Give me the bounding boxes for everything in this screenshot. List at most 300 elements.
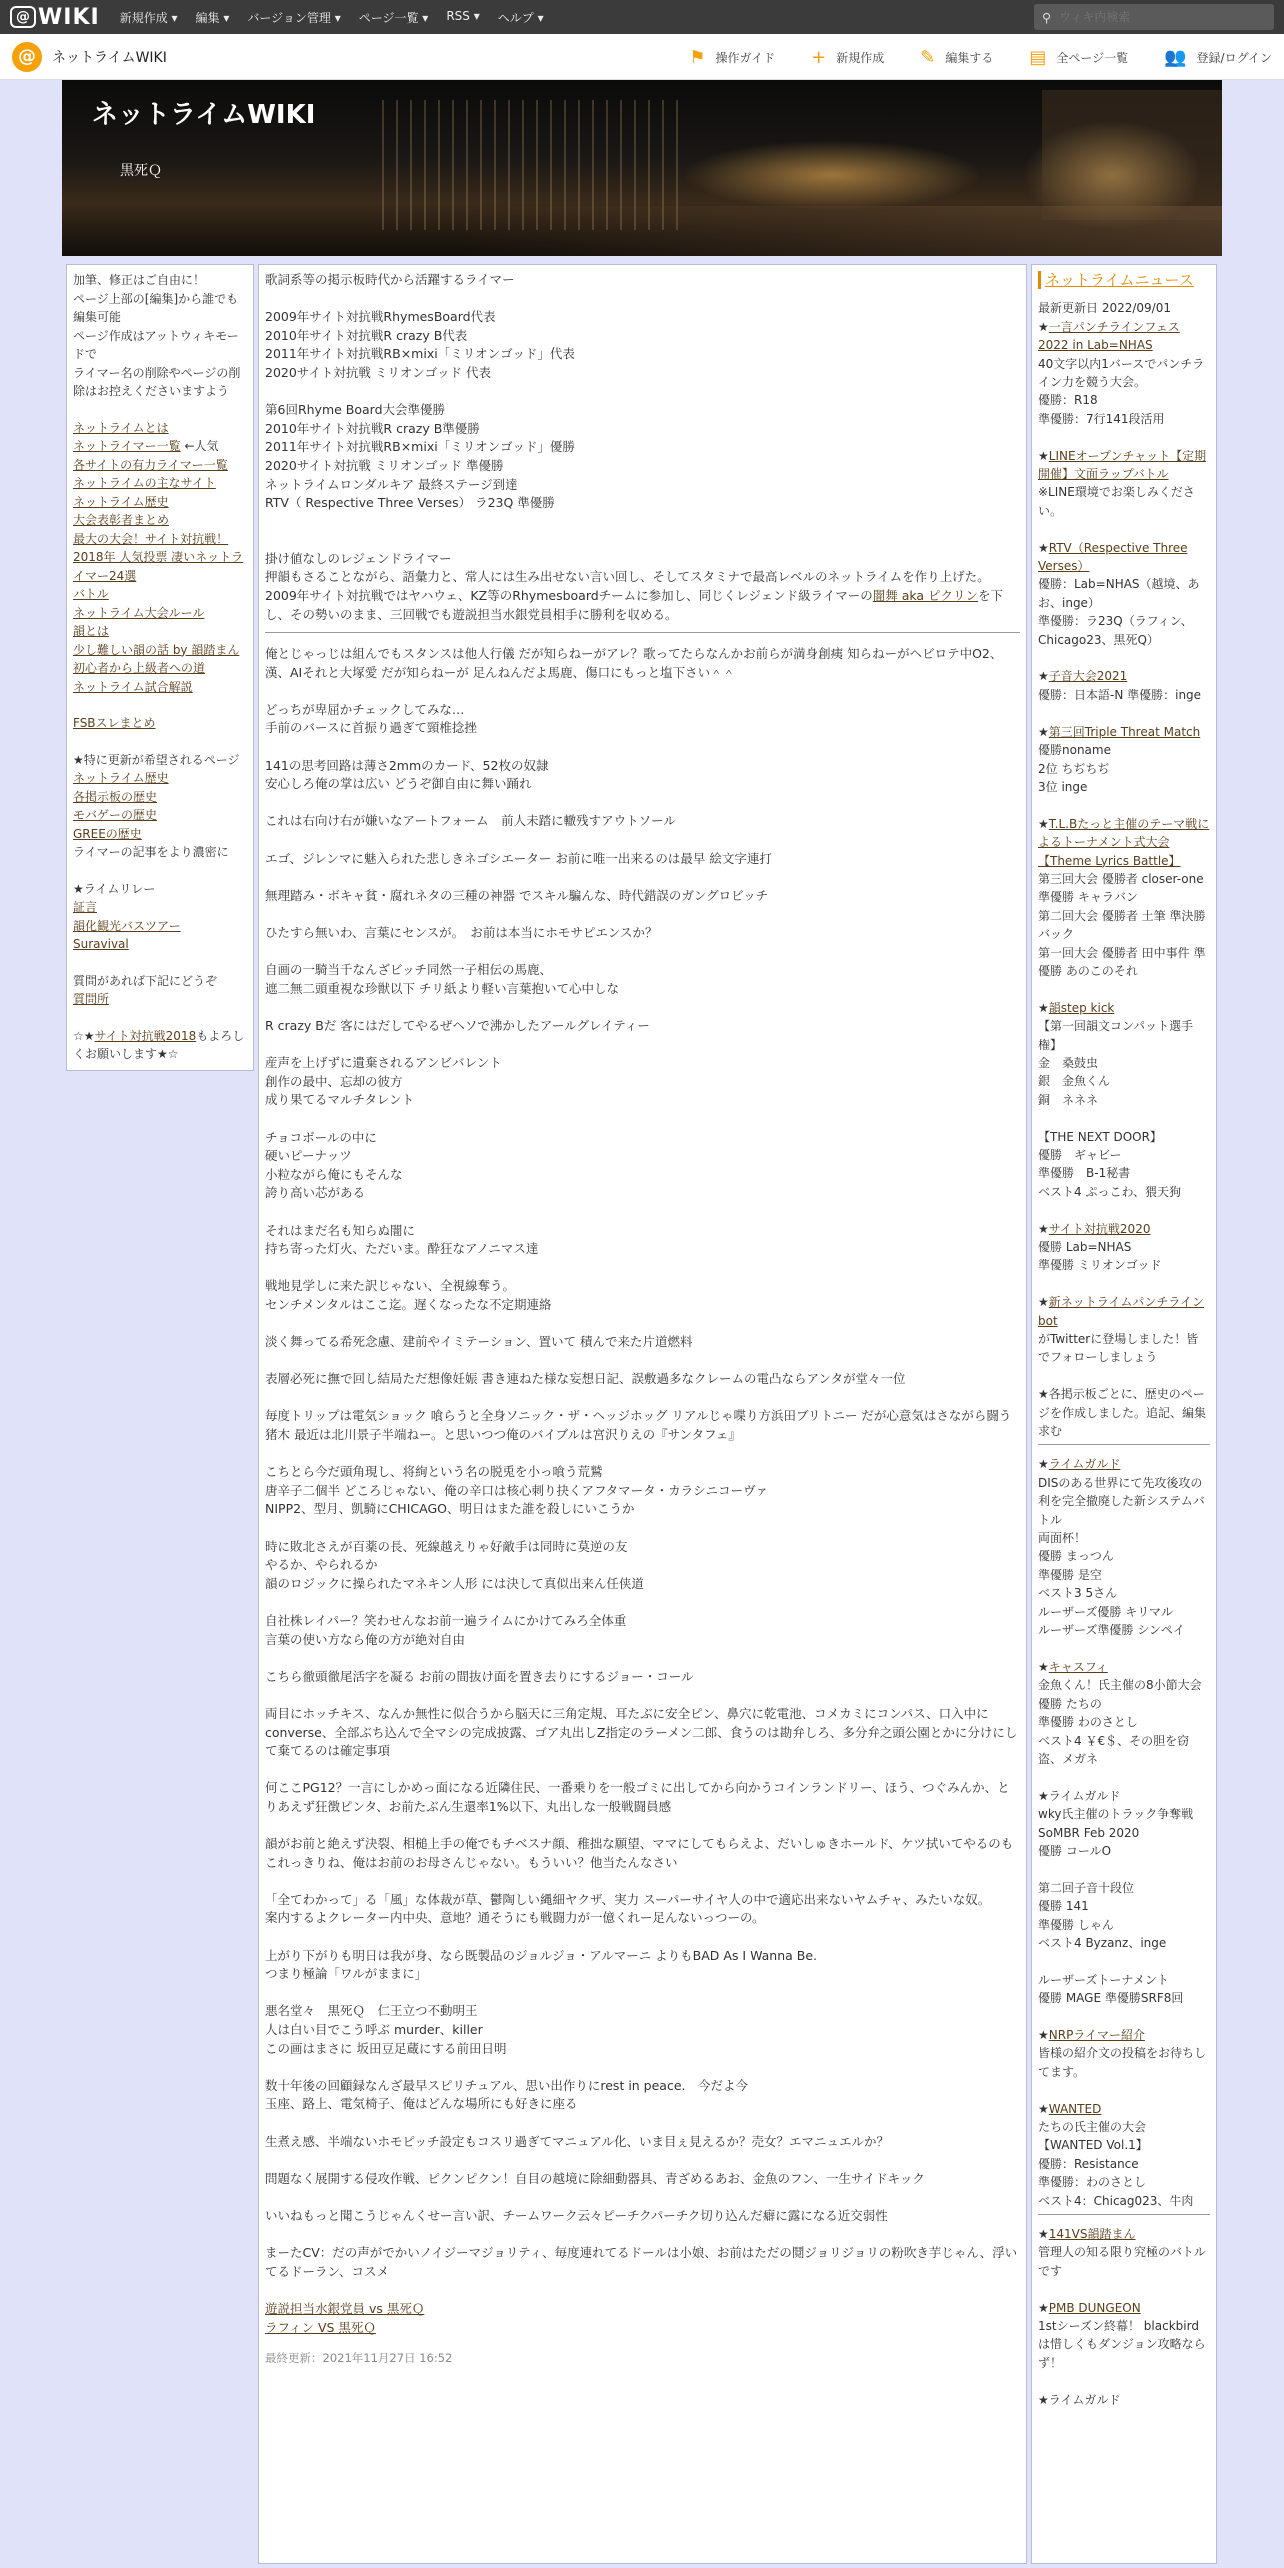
sidebar-link-row bbox=[73, 456, 247, 475]
news-text: ベスト3 5さん bbox=[1038, 1586, 1118, 1601]
spacer bbox=[265, 2058, 1020, 2077]
news-text: ベスト4 ぷっこわ、猥天狗 bbox=[1038, 1184, 1181, 1199]
news-text: ★ライムガルド bbox=[1038, 2392, 1121, 2407]
verse-line: 誇り高い芯がある bbox=[265, 1185, 366, 1201]
sidebar-link-row bbox=[73, 604, 247, 623]
sidebar-link-row bbox=[73, 659, 247, 678]
sidebar-link[interactable]: 初心者から上級者への道 bbox=[73, 661, 206, 675]
news-text: 優勝：R18 bbox=[1038, 393, 1098, 408]
sidebar-link[interactable]: ネットライム大会ルール bbox=[73, 605, 205, 620]
verse-line: 硬いピーナッツ bbox=[265, 1148, 352, 1164]
spacer bbox=[265, 1928, 1020, 1947]
nav-label[interactable]: 全ページ一覧 bbox=[1056, 50, 1129, 65]
news-text: 優勝noname bbox=[1038, 743, 1111, 758]
page-icon: ▤ bbox=[1029, 46, 1047, 68]
news-text: 3位 inge bbox=[1038, 779, 1088, 794]
news-text: 準優勝 ミリオンゴッド bbox=[1038, 1258, 1162, 1273]
spacer bbox=[265, 2114, 1020, 2133]
verse-line: まーたCV：だの声がでかいノイジーマジョリティ、毎度連れてるドールは小娘、お前はただの鬩ジョリジョリの粉吹き芋じゃん、浮いてるドーラン、コスメ bbox=[265, 2245, 1018, 2279]
verse-line: 時に敗北さえが百薬の長、死線越えりゃ好敵手は同時に莫逆の友 bbox=[265, 1538, 628, 1554]
verse-line: これは右向け右が嫌いなアートフォーム 前人未踏に轍残すアウトソール bbox=[265, 813, 676, 829]
bio-line: 掛け値なしのレジェンドライマー bbox=[265, 550, 452, 566]
left-sidebar bbox=[66, 264, 254, 1071]
spacer bbox=[1038, 1109, 1210, 1127]
divider bbox=[265, 632, 1020, 633]
verse-line: 玉座、路上、電気椅子、俺はどんな場所にも好きに座る bbox=[265, 2096, 578, 2112]
news-text: 準優勝：わのさとし bbox=[1038, 2175, 1147, 2190]
spacer bbox=[265, 1593, 1020, 1612]
nav-page[interactable] bbox=[1029, 47, 1128, 68]
nav-plus[interactable] bbox=[811, 47, 884, 68]
news-title bbox=[1038, 999, 1210, 1017]
news-text: 【第一回韻文コンパット選手権】 bbox=[1038, 1019, 1194, 1052]
news-star: ★ bbox=[1038, 816, 1049, 831]
battle-link[interactable]: ラフィン VS 黒死Ｑ bbox=[265, 2319, 376, 2335]
news-text: 優勝：Resistance bbox=[1038, 2156, 1139, 2171]
search-icon: ⚲ bbox=[1042, 9, 1052, 25]
news-text: 金 桑鼓虫 bbox=[1038, 1055, 1099, 1070]
sidebar-link[interactable]: ネットライムとは bbox=[73, 420, 169, 435]
sidebar-link[interactable]: モバゲーの歴史 bbox=[73, 808, 158, 822]
spacer bbox=[1038, 520, 1210, 538]
verse-line: 悪名堂々 黒死Ｑ 仁王立つ不動明王 bbox=[265, 2003, 478, 2019]
search-input[interactable] bbox=[1057, 9, 1257, 25]
spacer bbox=[1038, 796, 1210, 814]
news-header-label[interactable]: ネットライムニュース bbox=[1045, 271, 1194, 289]
news-link[interactable]: RTV（Respective Three Verses） bbox=[1038, 540, 1188, 574]
news-link[interactable]: NRPライマー紹介 bbox=[1048, 2027, 1145, 2042]
banner-road bbox=[462, 206, 1222, 256]
spacer bbox=[1038, 2008, 1210, 2026]
banner-subtitle: 黒死Ｑ bbox=[120, 163, 162, 179]
sidebar-link[interactable]: ネットライムの主なサイト bbox=[73, 476, 216, 490]
verse-line: どっちが卑屈かチェックしてみな… bbox=[265, 701, 465, 717]
site-header bbox=[0, 34, 1284, 80]
top-menu-item[interactable]: RSS ▾ bbox=[446, 8, 480, 23]
spacer bbox=[265, 682, 1020, 701]
sidebar-link[interactable]: バトル bbox=[73, 587, 109, 601]
news-text: 金魚くん！氏主催の8小節大会 bbox=[1038, 1678, 1202, 1693]
spacer bbox=[265, 1817, 1020, 1836]
news-link[interactable]: サイト対抗戦2020 bbox=[1048, 1221, 1151, 1236]
top-menu-item[interactable]: ヘルプ ▾ bbox=[497, 10, 544, 25]
verse-line: 自社株レイパー？笑わせんなお前一遍ライムにかけてみろ全体重 bbox=[265, 1612, 627, 1628]
verse-line: センチメンタルはここ迄。遅くなったな不定期連絡 bbox=[265, 1296, 552, 1312]
divider bbox=[1038, 1444, 1210, 1445]
spacer bbox=[265, 998, 1020, 1017]
spacer bbox=[73, 954, 247, 972]
top-menu-item[interactable]: 新規作成 ▾ bbox=[119, 10, 178, 25]
sidebar-link[interactable]: ネットライム歴史 bbox=[73, 771, 169, 785]
profile-line: 2010年サイト対抗戦R crazy B代表 bbox=[265, 327, 468, 343]
verse-line: エゴ、ジレンマに魅入られた悲しきネゴシエーター お前に唯一出来るのは最早 絵文字連打 bbox=[265, 850, 772, 866]
verse-line: 唐辛子二個半 どころじゃない、俺の辛口は核心刺り抉くアフタマータ・カラシニコーヴァ bbox=[265, 1482, 768, 1498]
news-text: 40文字以内1バースでパンチライン力を競う大会。 bbox=[1038, 356, 1205, 390]
sidebar-link[interactable]: 韻とは bbox=[73, 624, 110, 638]
profile-line: 2020サイト対抗戦 ミリオンゴッド 代表 bbox=[265, 364, 492, 380]
spacer bbox=[265, 868, 1020, 887]
nav-flag[interactable] bbox=[689, 47, 775, 68]
sidebar-link[interactable]: 証言 bbox=[73, 900, 98, 914]
sidebar-link[interactable]: Suravival bbox=[73, 937, 129, 951]
banner-title: ネットライムWIKI bbox=[92, 100, 316, 130]
sidebar-link-row bbox=[73, 678, 247, 697]
news-star: ★ bbox=[1038, 1295, 1049, 1310]
news-star: ★ bbox=[1038, 1000, 1049, 1015]
sidebar-link[interactable]: 大会表彰者まとめ bbox=[73, 513, 170, 527]
spacer bbox=[1038, 1952, 1210, 1970]
news-title bbox=[1038, 318, 1210, 355]
sidebar-link-row bbox=[73, 641, 247, 660]
verse-line: 両目にホッチキス、なんか無性に似合うから脳天に三角定規、耳たぶに安全ピン、鼻穴に乾電池、コメカミにコンパス、口入中にconverse、全部ぶち込んで全マシの完成披露、ゴア丸出しZ指定のラーメン二郎、食うのは勘弁しろ、多分弁之頭公園とかに分けにして棄てるのは確定事項 bbox=[265, 1705, 1018, 1759]
news-text: 優勝 141 bbox=[1038, 1899, 1089, 1914]
verse-line: NIPP2、型月、凱騎にCHICAGO、明日はまた誰を殺しにいこうか bbox=[265, 1501, 635, 1517]
spacer bbox=[265, 1761, 1020, 1780]
bio-text: を下し、その勢いのまま、三回戦でも遊説担当水銀党員相手に勝利を収める。 bbox=[265, 587, 1004, 622]
verse-line: こちら徹頭徹尾活字を凝る お前の間抜け面を置き去りにするジョー・コール bbox=[265, 1668, 694, 1684]
news-updated: 最新更新日 2022/09/01 bbox=[1038, 301, 1171, 316]
spacer bbox=[73, 733, 247, 751]
spacer bbox=[265, 1203, 1020, 1222]
sidebar-text: ページ上部の[編集]から誰でも編集可能 bbox=[73, 291, 239, 324]
news-text: 銅 ネネネ bbox=[1038, 1092, 1099, 1107]
news-title bbox=[1038, 2100, 1210, 2118]
news-text: 優勝 ギャビー bbox=[1038, 1147, 1122, 1162]
news-text: 銀 金魚くん bbox=[1038, 1074, 1111, 1089]
right-sidebar bbox=[1031, 264, 1217, 2564]
spacer bbox=[1038, 649, 1210, 667]
sidebar-text: ページ作成はアットウィキモードで bbox=[73, 328, 239, 361]
news-text: 準優勝 是空 bbox=[1038, 1567, 1102, 1582]
verse-line: 遮二無二頭重視な珍獣以下 チリ紙より軽い言葉抱いて心中しな bbox=[265, 980, 619, 996]
news-text: 管理人の知る限り究極のバトルです bbox=[1038, 2245, 1206, 2278]
news-text: たちの氏主催の大会 bbox=[1038, 2119, 1147, 2134]
news-header[interactable] bbox=[1038, 271, 1210, 289]
news-star: ★ bbox=[1038, 1659, 1049, 1674]
profile-line: 2009年サイト対抗戦RhymesBoard代表 bbox=[265, 309, 496, 325]
news-star: ★ bbox=[1038, 724, 1049, 739]
sidebar-link-row bbox=[73, 769, 247, 788]
nav-users[interactable] bbox=[1164, 47, 1272, 68]
news-text: がTwitterに登場しました！皆でフォローしましょう bbox=[1038, 1332, 1199, 1365]
spacer bbox=[265, 1036, 1020, 1055]
verse-line: 表層必死に撫で回し結局ただ想像妊娠 書き連ねた様な妄想日記、誤敷過多なクレームの電凸ならアンタが堂々一位 bbox=[265, 1371, 906, 1387]
profile-line: RTV（ Respective Three Verses） ラ23Q 準優勝 bbox=[265, 495, 555, 511]
spacer bbox=[265, 2151, 1020, 2170]
spacer bbox=[265, 1352, 1020, 1371]
rapper-link[interactable]: 闇舞 aka ピクリン bbox=[872, 587, 979, 603]
spacer bbox=[265, 738, 1020, 757]
news-star: ★ bbox=[1038, 1221, 1049, 1236]
verse-line: 産声を上げずに遺棄されるアンビバレント bbox=[265, 1055, 502, 1071]
news-star: ★ bbox=[1038, 669, 1049, 684]
news-title bbox=[1038, 1455, 1210, 1473]
verse-line: 毎度トリップは電気ショック 喰らうと全身ソニック・ザ・ヘッジホッグ リアルじゃ喋り方浜田ブリトニー だが心意気はさながら闘う猪木 最近は北川景子半端ねー。と思いつつ俺のバイブルは宮沢りえの『サンタフェ』 bbox=[265, 1408, 1012, 1443]
news-text: 【WANTED Vol.1】 bbox=[1038, 2138, 1148, 2153]
sidebar-link[interactable]: 少し難しい韻の話 by 韻踏まん bbox=[73, 642, 240, 657]
spacer bbox=[265, 1649, 1020, 1668]
popular-note: ←人気 bbox=[180, 439, 219, 453]
nav-label[interactable]: 操作ガイド bbox=[715, 50, 776, 65]
at-logo-icon: @ bbox=[10, 6, 36, 28]
spacer bbox=[1038, 1860, 1210, 1878]
verse-line: この画はまさに 坂田豆足蔵にする前田日明 bbox=[265, 2040, 507, 2056]
news-text: ★ライムガルド bbox=[1038, 1788, 1121, 1803]
sidebar-link-row bbox=[73, 917, 247, 936]
spacer bbox=[265, 2226, 1020, 2245]
verse-line: 手前のバースに首振り過ぎて頸椎捻挫 bbox=[265, 720, 477, 736]
spacer bbox=[73, 696, 247, 714]
profile-line: 2011年サイト対抗戦RB×mixi「ミリオンゴッド」代表 bbox=[265, 346, 575, 362]
spacer bbox=[1038, 2409, 1210, 2427]
news-link[interactable]: 新ネットライムパンチラインbot bbox=[1038, 1295, 1205, 1328]
news-text: ベスト4：Chicag023、牛肉 bbox=[1038, 2193, 1194, 2208]
nav-pencil[interactable] bbox=[920, 47, 993, 68]
sidebar-text: 質問があれば下記にどうぞ bbox=[73, 973, 218, 988]
news-star: ★ bbox=[1038, 448, 1049, 463]
news-text: 皆様の紹介文の投稿をお待ちしてます。 bbox=[1038, 2046, 1207, 2079]
atwiki-logo[interactable] bbox=[10, 5, 100, 30]
top-menu-item[interactable]: ページ一覧 ▾ bbox=[358, 10, 429, 25]
profile-line: 2010年サイト対抗戦R crazy B準優勝 bbox=[265, 420, 480, 436]
news-star: ★ bbox=[1038, 319, 1049, 334]
verse-line: 上がり下がりも明日は我が身、なら既製品のジョルジョ・アルマーニ よりもBAD As I Wanna Be. bbox=[265, 1947, 818, 1963]
spacer bbox=[265, 1686, 1020, 1705]
news-star: ★ bbox=[1038, 2101, 1049, 2116]
news-link[interactable]: ライムガルド bbox=[1048, 1457, 1121, 1472]
sidebar-link[interactable]: GREEの歴史 bbox=[73, 826, 142, 841]
header-banner bbox=[62, 80, 1222, 256]
nav-label[interactable]: 登録/ログイン bbox=[1196, 50, 1272, 65]
news-text: 1stシーズン終幕！ blackbirdは惜しくもダンジョン攻略ならず！ bbox=[1038, 2319, 1206, 2370]
news-text: 第三回大会 優勝者 closer-one 準優勝 キャラバン bbox=[1038, 871, 1204, 905]
verse-line: 数十年後の回顧録なんざ最早スピリチュアル、思い出作りにrest in peace. 今だよ今 bbox=[265, 2077, 749, 2093]
spacer bbox=[265, 794, 1020, 813]
news-text: ルーザーズ優勝 キリマル bbox=[1038, 1604, 1173, 1619]
news-text: 準優勝 しゃん bbox=[1038, 1917, 1114, 1932]
verse-line: 「全てわかって」る「風」な体裁が草、鬱陶しい縄細ヤクザ、実力 スーパーサイヤ人の中で適応出来ないヤムチャ、みたいな奴。 bbox=[265, 1891, 991, 1907]
spacer bbox=[265, 513, 1020, 550]
sidebar-link-row bbox=[73, 530, 247, 549]
verse-line: やるか、やられるか bbox=[265, 1557, 378, 1573]
news-text: 優勝 コールO bbox=[1038, 1843, 1112, 1858]
sidebar-link[interactable]: 2018年 人気投票 凄いネットライマー24選 bbox=[73, 550, 244, 583]
divider bbox=[1038, 2214, 1210, 2215]
sidebar-link-row bbox=[73, 548, 247, 585]
news-text: 準優勝：7行141段活用 bbox=[1038, 411, 1165, 426]
sidebar-link[interactable]: FSBスレまとめ bbox=[73, 716, 156, 730]
news-text: ★各掲示板ごとに、歴史のページを作成しました。追記、編集求む bbox=[1038, 1387, 1207, 1439]
spacer bbox=[1038, 1640, 1210, 1658]
content-area bbox=[62, 256, 1222, 2556]
profile-line: 2020サイト対抗戦 ミリオンゴッド 準優勝 bbox=[265, 457, 504, 473]
sidebar-text: 加筆、修正はご自由に！ bbox=[73, 273, 206, 287]
bio-line: 押韻もさることながら、語彙力と、常人には生み出せない言い回し、そしてスタミナで最高レベルのネットライムを作り上げた。 bbox=[265, 569, 990, 585]
spacer bbox=[265, 943, 1020, 962]
sidebar-link[interactable]: 各サイトの有力ライマー一覧 bbox=[73, 457, 228, 472]
news-text: 優勝：Lab=NHAS（越境、あお、inge） bbox=[1038, 577, 1200, 610]
verse-line: 淡く舞ってる希死念慮、建前やイミテーション、置いて 積んで来た片道燃料 bbox=[265, 1334, 693, 1350]
bio-line bbox=[265, 587, 1020, 624]
spacer bbox=[265, 290, 1020, 309]
sidebar-link[interactable]: ネットライム歴史 bbox=[73, 494, 169, 509]
nav-label[interactable]: 編集する bbox=[945, 50, 994, 65]
news-link[interactable]: PMB DUNGEON bbox=[1048, 2300, 1141, 2315]
verse-line: 創作の最中、忘却の彼方 bbox=[265, 1073, 403, 1089]
sidebar-link[interactable]: ネットライム試合解説 bbox=[73, 679, 193, 694]
spacer bbox=[265, 1389, 1020, 1408]
news-title bbox=[1038, 1293, 1210, 1330]
spacer bbox=[1038, 2081, 1210, 2099]
last-updated: 最終更新：2021年11月27日 16:52 bbox=[265, 2351, 453, 2366]
verse-line: 安心しろ俺の掌は広い どうぞ御自由に舞い踊れ bbox=[265, 776, 532, 792]
sidebar-link[interactable]: 各掲示板の歴史 bbox=[73, 789, 158, 804]
sidebar-link-row bbox=[73, 714, 247, 733]
verse-line: 案内するよクレーター内中央、意地？通そうにも戦闘力が一億くれー足んないっつーの。 bbox=[265, 1910, 765, 1926]
spacer bbox=[73, 1009, 247, 1027]
spacer bbox=[265, 1445, 1020, 1464]
news-text: ベスト4 Byzanz、inge bbox=[1038, 1935, 1167, 1950]
spacer bbox=[265, 2281, 1020, 2300]
verse-line: ひたすら無いわ、言葉にセンスが。 お前は本当にホモサピエンスか？ bbox=[265, 925, 658, 940]
nav-label[interactable]: 新規作成 bbox=[836, 50, 885, 65]
news-title bbox=[1038, 2299, 1210, 2317]
closing-pre: ☆★ bbox=[73, 1028, 95, 1043]
news-star: ★ bbox=[1038, 2300, 1049, 2315]
sidebar-link-row bbox=[73, 474, 247, 493]
verse-line: 小粒ながら俺にもそんな bbox=[265, 1166, 403, 1182]
news-title bbox=[1038, 667, 1210, 685]
sidebar-link-row bbox=[73, 990, 247, 1009]
news-text: 【THE NEXT DOOR】 bbox=[1038, 1129, 1162, 1144]
sidebar-link[interactable]: サイト対抗戦2018 bbox=[94, 1028, 197, 1043]
sidebar-link-row bbox=[73, 898, 247, 917]
sidebar-text: ライマー名の削除やページの削除はお控えくださいますよう bbox=[73, 365, 241, 398]
sidebar-link-row bbox=[73, 511, 247, 530]
verse-line: 自画の一騎当千なんざビッチ同然一子相伝の馬鹿、 bbox=[265, 962, 553, 978]
sidebar-link-row bbox=[73, 825, 247, 844]
sidebar-link-row bbox=[73, 493, 247, 512]
news-link[interactable]: 子音大会2021 bbox=[1048, 669, 1128, 684]
profile-line: 第6回Rhyme Board大会準優勝 bbox=[265, 402, 446, 418]
profile-line: 歌詞系等の掲示板時代から活躍するライマー bbox=[265, 272, 515, 287]
news-text: ※LINE環境でお楽しみください。 bbox=[1038, 485, 1195, 518]
verse-line: 141の思考回路は薄さ2mmのカード、52枚の奴隷 bbox=[265, 757, 549, 773]
battle-link-row bbox=[265, 2319, 1020, 2338]
news-star: ★ bbox=[1038, 1457, 1049, 1472]
spacer bbox=[1038, 704, 1210, 722]
spacer bbox=[1038, 980, 1210, 998]
news-title bbox=[1038, 447, 1210, 484]
spacer bbox=[265, 1259, 1020, 1278]
news-star: ★ bbox=[1038, 2227, 1049, 2241]
verse-line: 言葉の使い方なら俺の方が絶対自由 bbox=[265, 1631, 466, 1647]
verse-line: こちとら今だ頭角現し、将絢という名の脱兎を小っ喰う荒鷲 bbox=[265, 1464, 603, 1480]
verse-line: それはまだ名も知らぬ闇に bbox=[265, 1222, 416, 1238]
sidebar-link[interactable]: ネットライマー一覧 bbox=[73, 439, 181, 453]
spacer bbox=[1038, 428, 1210, 446]
spacer bbox=[265, 831, 1020, 850]
site-nav bbox=[689, 34, 1272, 80]
news-title bbox=[1038, 2026, 1210, 2044]
spacer bbox=[1038, 1367, 1210, 1385]
news-text: 準優勝 B-1秘書 bbox=[1038, 1166, 1131, 1181]
search-box[interactable] bbox=[1034, 4, 1274, 30]
news-text: 準優勝：ラ23Q（ラフィン、Chicago23、黒死Q） bbox=[1038, 614, 1193, 647]
news-text: wky氏主催のトラック争奪戦SoMBR Feb 2020 bbox=[1038, 1807, 1194, 1840]
site-logo-icon[interactable]: @ bbox=[12, 42, 42, 72]
news-star: ★ bbox=[1038, 540, 1049, 555]
verse-line: 持ち寄った灯火、ただいま。酔狂なアノニマス達 bbox=[265, 1241, 539, 1257]
verse-line: 戦地見学しに来た訳じゃない、全視線奪う。 bbox=[265, 1278, 516, 1294]
news-link[interactable]: 第三回Triple Threat Match bbox=[1048, 724, 1201, 739]
sidebar-heading: ★特に更新が希望されるページ bbox=[73, 752, 240, 767]
top-menu bbox=[120, 9, 544, 26]
verse-line: 成り果てるマルチタレント bbox=[265, 1092, 415, 1108]
spacer bbox=[1038, 1275, 1210, 1293]
news-link[interactable]: 一言パンチラインフェス2022 in Lab=NHAS bbox=[1038, 319, 1180, 353]
news-text: ルーザーズ準優勝 シンペイ bbox=[1038, 1623, 1185, 1638]
top-menu-item[interactable]: 編集 ▾ bbox=[195, 10, 230, 25]
news-text: 第二回子音十段位 bbox=[1038, 1880, 1135, 1895]
sidebar-link-row bbox=[73, 585, 247, 604]
flag-icon: ⚑ bbox=[689, 46, 706, 68]
spacer bbox=[1038, 1201, 1210, 1219]
news-link[interactable]: WANTED bbox=[1048, 2101, 1102, 2116]
spacer bbox=[1038, 2372, 1210, 2390]
bio-text: 2009年サイト対抗戦ではヤハウェ、KZ等のRhymesboardチームに参加し、同じくレジェンド級ライマーの bbox=[265, 587, 873, 603]
spacer bbox=[73, 401, 247, 419]
sidebar-link-row bbox=[73, 419, 247, 438]
news-title bbox=[1038, 723, 1210, 741]
news-text: 両面杯！ bbox=[1038, 1531, 1087, 1546]
news-link[interactable]: 141VS韻踏まん bbox=[1048, 2227, 1136, 2241]
news-link[interactable]: T.L.Bたっと主催のテーマ戦によるトーナメント式大会【Theme Lyrics Battle】 bbox=[1038, 816, 1210, 868]
sidebar-link-row bbox=[73, 935, 247, 954]
news-text: ベスト4 ￥€＄、その胆を窃盗、メガネ bbox=[1038, 1733, 1190, 1766]
closing-post: もよろしくお願いします★☆ bbox=[73, 1028, 245, 1061]
main-content bbox=[258, 264, 1027, 2564]
sidebar-link[interactable]: 韻化観光バスツアー bbox=[73, 918, 181, 933]
battle-link[interactable]: 遊説担当水銀党員 vs 黒死Ｑ bbox=[265, 2300, 425, 2316]
sidebar-closing bbox=[73, 1027, 247, 1064]
news-text: 第一回大会 優勝者 田中事件 準優勝 あのこのそれ bbox=[1038, 945, 1206, 978]
news-link[interactable]: LINEオープンチャット【定期開催】文面ラップバトル bbox=[1038, 448, 1207, 482]
top-toolbar bbox=[0, 0, 1284, 34]
verse-line: 生煮え感、半端ないホモピッチ設定もコスリ過ぎてマニュアル化、いま目ぇ見えるか？売女？エマニュエルか？ bbox=[265, 2133, 890, 2149]
spacer bbox=[265, 2188, 1020, 2207]
news-link[interactable]: キャスフィ bbox=[1048, 1659, 1108, 1674]
spacer bbox=[265, 1519, 1020, 1538]
news-text: 優勝 まっつん bbox=[1038, 1549, 1114, 1564]
news-title bbox=[1038, 815, 1210, 870]
news-link[interactable]: 韻step kick bbox=[1048, 1000, 1115, 1015]
sidebar-heading: ★ライムリレー bbox=[73, 881, 156, 896]
top-menu-item[interactable]: バージョン管理 ▾ bbox=[247, 10, 341, 25]
spacer bbox=[1038, 1768, 1210, 1786]
sidebar-link-row bbox=[73, 806, 247, 825]
profile-line: 2011年サイト対抗戦RB×mixi「ミリオンゴッド」優勝 bbox=[265, 439, 575, 455]
sidebar-link[interactable]: 質問所 bbox=[73, 992, 110, 1006]
verse-line: いいねもっと聞こうじゃんくせー言い訳、チームワーク云々ピーチクパーチク切り込んだ癖に露になる近交弱性 bbox=[265, 2207, 888, 2223]
plus-icon: + bbox=[811, 46, 827, 68]
site-name[interactable]: ネットライムWIKI bbox=[52, 49, 167, 66]
news-title bbox=[1038, 539, 1210, 576]
profile-line: ネットライムロンダルキア 最終ステージ到達 bbox=[265, 476, 518, 492]
spacer bbox=[265, 905, 1020, 924]
sidebar-link[interactable]: 最大の大会！サイト対抗戦！ bbox=[73, 531, 229, 546]
spacer bbox=[265, 1110, 1020, 1129]
